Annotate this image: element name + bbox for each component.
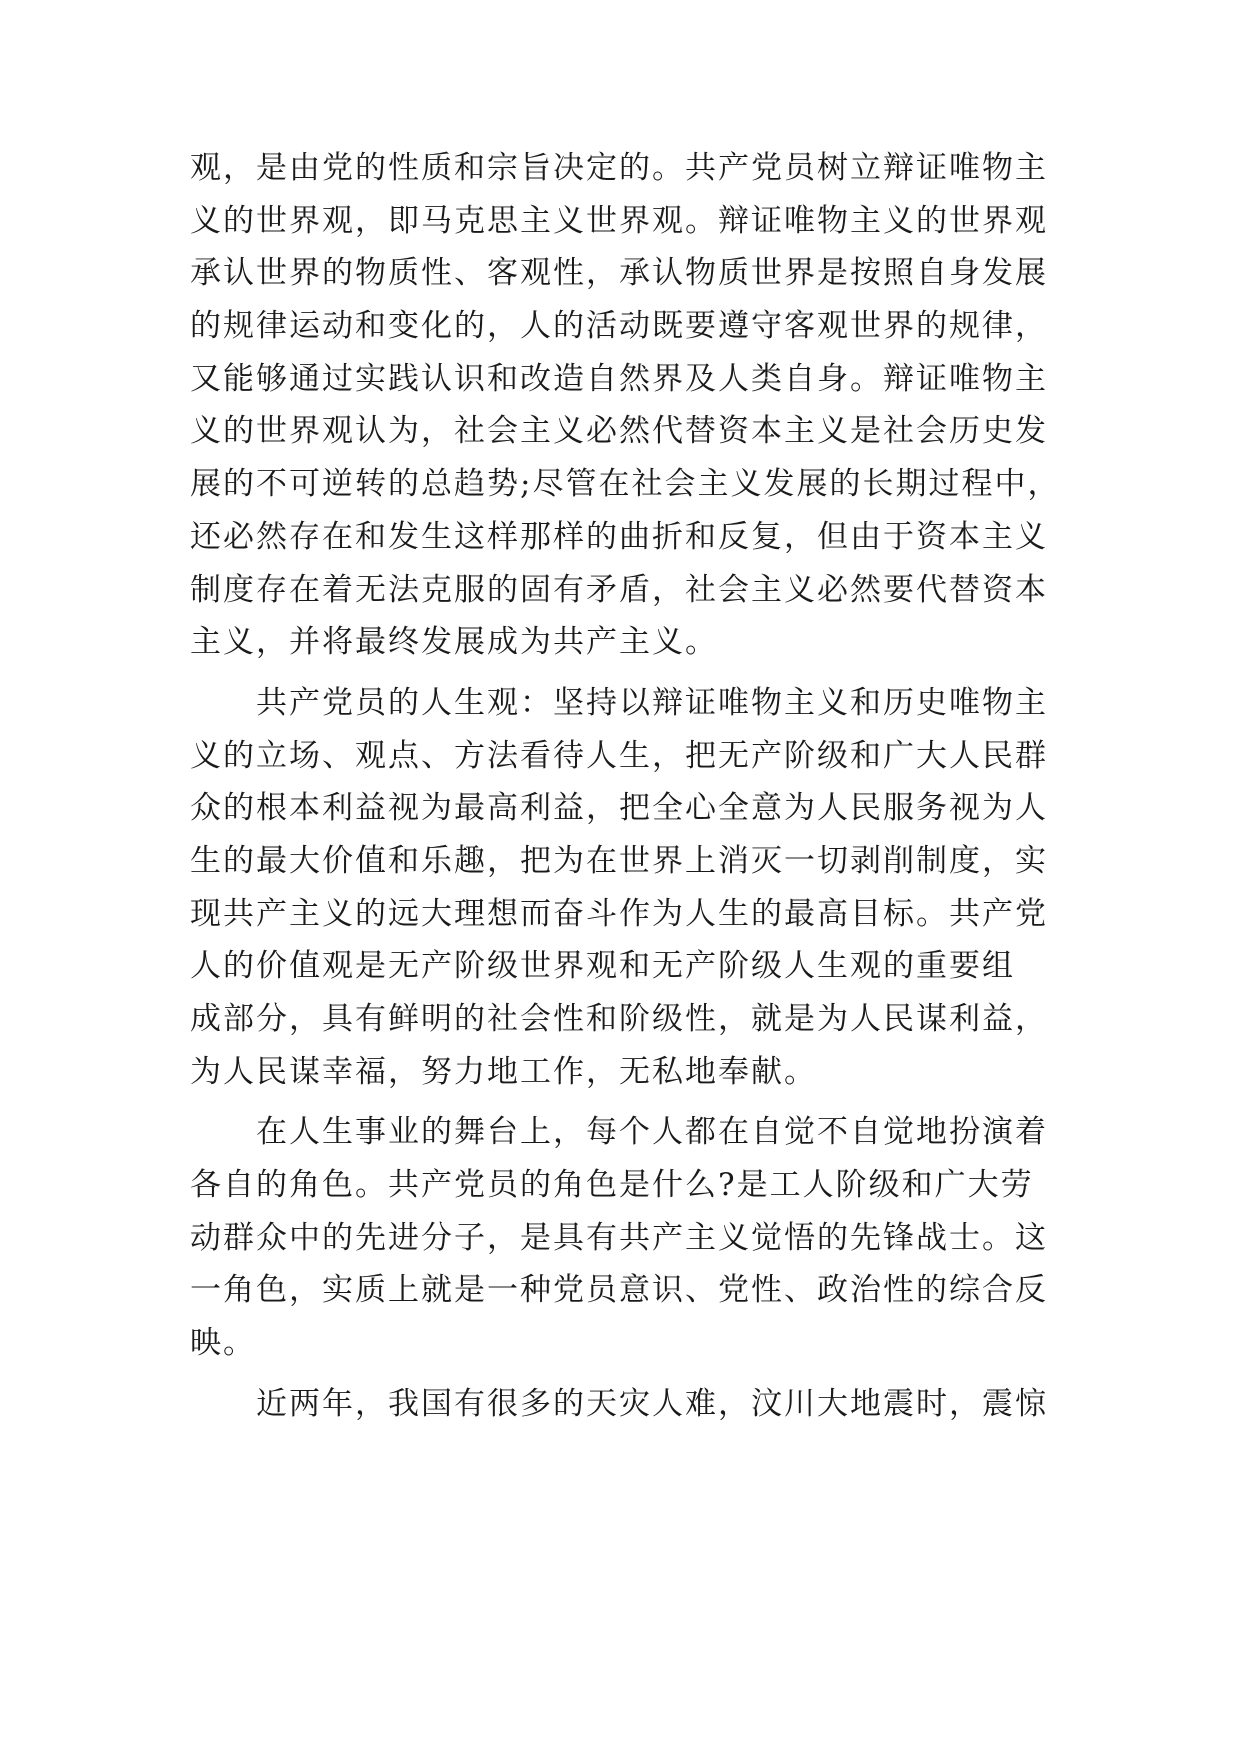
text-line: 承认世界的物质性、客观性，承认物质世界是按照自身发展 (190, 255, 1048, 292)
text-line: 一角色，实质上就是一种党员意识、党性、政治性的综合反 (190, 1272, 1048, 1309)
text-line: 义的世界观认为，社会主义必然代替资本主义是社会历史发 (190, 413, 1048, 450)
text-line-first: 共产党员的人生观：坚持以辩证唯物主义和历史唯物主 (256, 684, 1048, 721)
text-line: 又能够通过实践认识和改造自然界及人类自身。辩证唯物主 (190, 360, 1048, 397)
text-line: 主义，并将最终发展成为共产主义。 (190, 624, 718, 661)
paragraph-worldview (190, 142, 1070, 669)
paragraph-outlook-on-life (190, 677, 1070, 1099)
paragraph-recent-years (190, 1378, 1070, 1431)
text-line: 还必然存在和发生这样那样的曲折和反复，但由于资本主义 (190, 518, 1048, 555)
document-body (190, 142, 1070, 1439)
text-line: 人的价值观是无产阶级世界观和无产阶级人生观的重要组 (190, 948, 1015, 985)
text-line: 观，是由党的性质和宗旨决定的。共产党员树立辩证唯物主 (190, 150, 1048, 186)
text-line-first: 近两年，我国有很多的天灾人难，汶川大地震时，震惊 (256, 1385, 1048, 1422)
text-line: 生的最大价值和乐趣，把为在世界上消灭一切剥削制度，实 (190, 842, 1048, 879)
text-line-first: 在人生事业的舞台上，每个人都在自觉不自觉地扮演着 (256, 1114, 1048, 1151)
text-line: 动群众中的先进分子，是具有共产主义觉悟的先锋战士。这 (190, 1219, 1048, 1256)
text-line: 的规律运动和变化的，人的活动既要遵守客观世界的规律， (190, 308, 1048, 345)
paragraph-role (190, 1106, 1070, 1369)
text-line: 映。 (190, 1325, 256, 1362)
text-line: 成部分，具有鲜明的社会性和阶级性，就是为人民谋利益， (190, 1001, 1048, 1037)
text-line: 现共产主义的远大理想而奋斗作为人生的最高目标。共产党 (190, 895, 1048, 932)
text-line: 众的根本利益视为最高利益，把全心全意为人民服务视为人 (190, 790, 1048, 827)
text-line: 展的不可逆转的总趋势;尽管在社会主义发展的长期过程中， (190, 466, 1061, 503)
text-line: 义的世界观，即马克思主义世界观。辩证唯物主义的世界观 (190, 202, 1048, 239)
text-line: 各自的角色。共产党员的角色是什么?是工人阶级和广大劳 (190, 1167, 1034, 1204)
text-line: 义的立场、观点、方法看待人生，把无产阶级和广大人民群 (190, 737, 1048, 774)
text-line: 制度存在着无法克服的固有矛盾，社会主义必然要代替资本 (190, 571, 1048, 608)
text-line: 为人民谋幸福，努力地工作，无私地奉献。 (190, 1053, 817, 1090)
